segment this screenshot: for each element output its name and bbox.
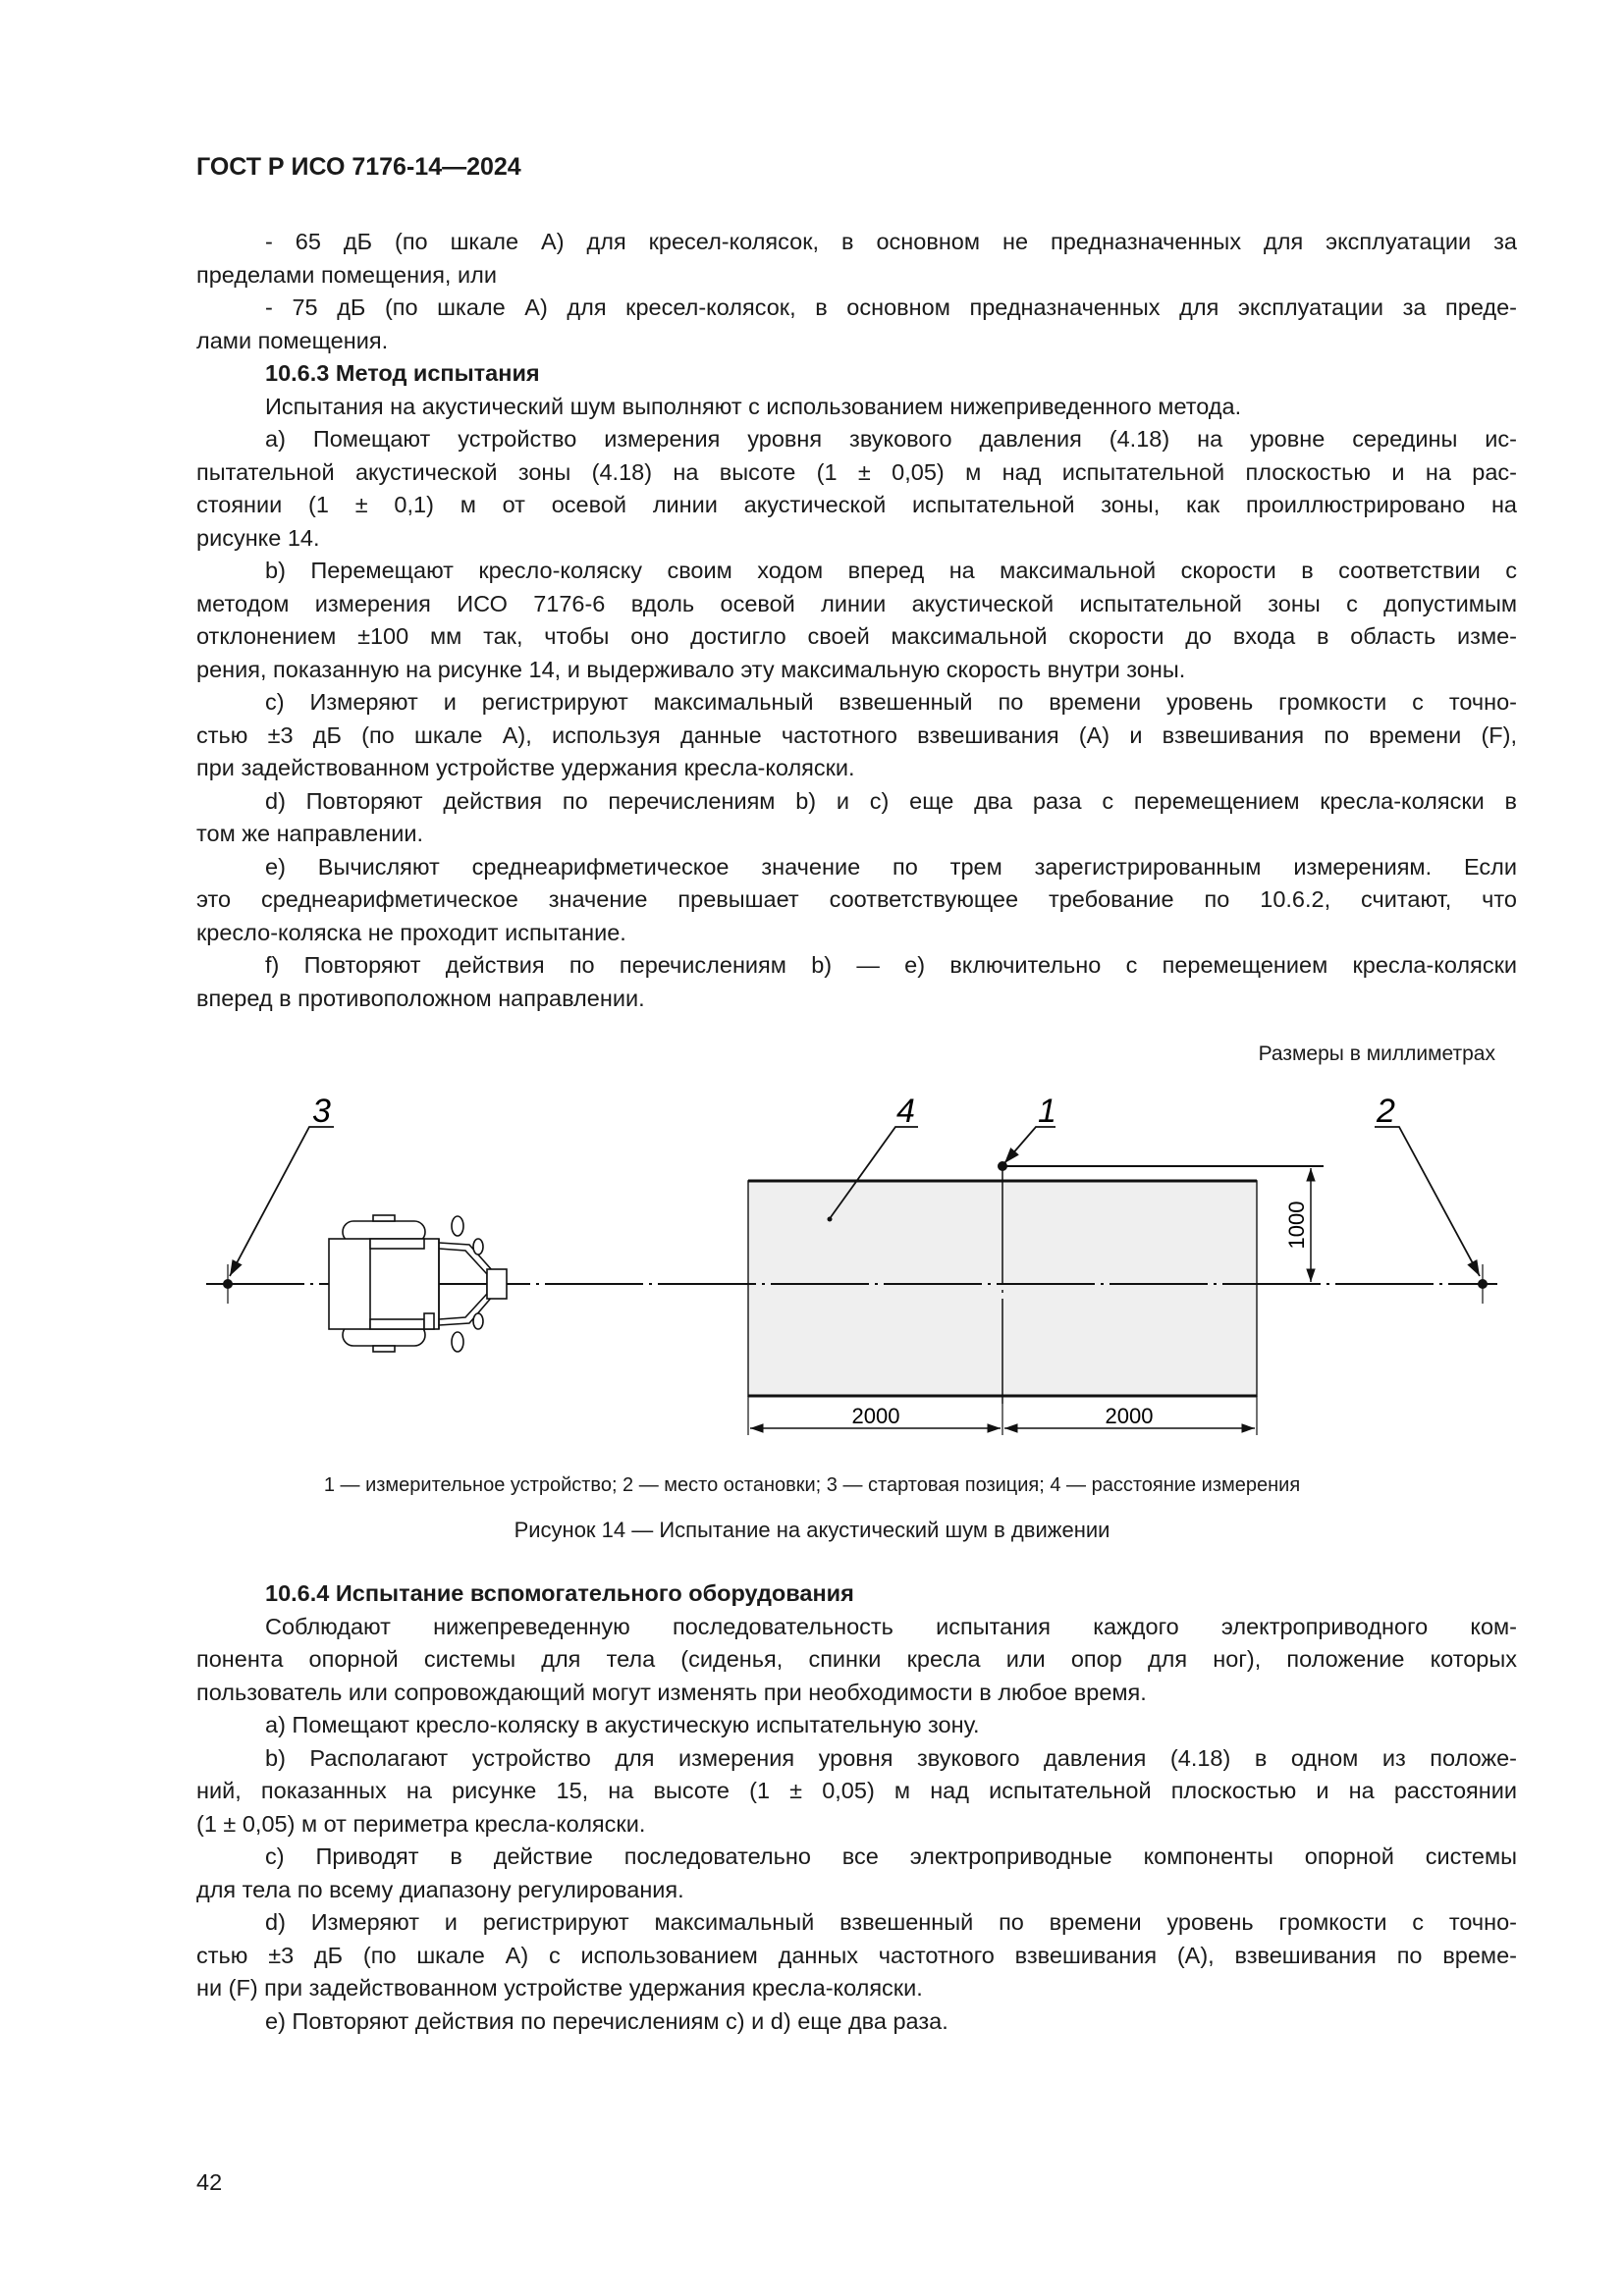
figure-caption: Рисунок 14 — Испытание на акустический шум в движении <box>514 1518 1110 1542</box>
section-heading: 10.6.3 Метод испытания <box>265 360 540 386</box>
page-number: 42 <box>196 2169 223 2195</box>
text-block-auxiliary-equipment <box>196 1577 1517 2038</box>
paragraph-line: b) Располагают устройство для измерения уровня звукового давления (4.18) в одном из положе- <box>265 1744 1517 1771</box>
paragraph-line: при задействованном устройстве удержания кресла-коляски. <box>196 755 855 780</box>
paragraph-line: ний, показанных на рисунке 15, на высоте (1 ± 0,05) м над испытательной плоскостью и на расстоянии <box>196 1778 1517 1803</box>
paragraph-line: стью ±3 дБ (по шкале А), используя данные частотного взвешивания (А) и взвешивания по времени (F), <box>196 721 1517 748</box>
paragraph-line: лами помещения. <box>196 327 389 353</box>
section-heading: 10.6.4 Испытание вспомогательного оборудования <box>265 1580 854 1606</box>
paragraph-line: стоянии (1 ± 0,1) м от осевой линии акустической испытательной зоны, как проиллюстрировано на <box>196 492 1517 517</box>
label-1: 1 <box>1038 1093 1056 1130</box>
paragraph-line: d) Повторяют действия по перечислениям b) и c) еще два раза с перемещением кресла-коляски в <box>265 787 1517 814</box>
paragraph-line: - 75 дБ (по шкале А) для кресел-колясок, в основном предназначенных для эксплуатации за преде- <box>265 294 1517 320</box>
paragraph-line: кресло-коляска не проходит испытание. <box>196 919 626 945</box>
paragraph-line: (1 ± 0,05) м от периметра кресла-коляски. <box>196 1810 646 1837</box>
paragraph-line: пределами помещения, или <box>196 261 497 288</box>
paragraph-line: a) Помещают кресло-коляску в акустическую испытательную зону. <box>265 1712 980 1737</box>
paragraph-line: рения, показанную на рисунке 14, и выдерживало эту максимальную скорость внутри зоны. <box>196 656 1186 682</box>
paragraph-line: d) Измеряют и регистрируют максимальный взвешенный по времени уровень громкости с точно- <box>265 1909 1517 1935</box>
paragraph-line: e) Повторяют действия по перечислениям c) и d) еще два раза. <box>265 2007 948 2034</box>
paragraph-line: f) Повторяют действия по перечислениям b) — e) включительно с перемещением кресла-коляски <box>265 952 1517 978</box>
paragraph-line: том же направлении. <box>196 821 423 846</box>
dim-left-label: 2000 <box>851 1404 900 1428</box>
dim-height-label: 1000 <box>1284 1201 1309 1250</box>
paragraph-line: Испытания на акустический шум выполняют с использованием нижеприведенного метода. <box>265 393 1242 419</box>
paragraph-line: пользователь или сопровождающий могут изменять при необходимости в любое время. <box>196 1679 1147 1705</box>
paragraph-line: вперед в противоположном направлении. <box>196 985 645 1011</box>
label-4: 4 <box>896 1093 915 1130</box>
paragraph-line: c) Измеряют и регистрируют максимальный взвешенный по времени уровень громкости с точно- <box>265 689 1517 715</box>
figure-legend: 1 — измерительное устройство; 2 — место остановки; 3 — стартовая позиция; 4 — расстояние измерения <box>323 1474 1301 1496</box>
label-3: 3 <box>312 1093 331 1130</box>
paragraph-line: b) Перемещают кресло-коляску своим ходом вперед на максимальной скорости в соответствии с <box>265 558 1517 583</box>
paragraph-line: это среднеарифметическое значение превышает соответствующее требование по 10.6.2, считают, что <box>196 886 1517 912</box>
paragraph-line: a) Помещают устройство измерения уровня звукового давления (4.18) на уровне середины ис- <box>265 426 1517 452</box>
paragraph-line: отклонением ±100 мм так, чтобы оно достигло своей максимальной скорости до входа в область изме- <box>196 623 1517 649</box>
label-2: 2 <box>1377 1093 1395 1130</box>
paragraph-line: для тела по всему диапазону регулирования. <box>196 1876 684 1902</box>
paragraph-line: c) Приводят в действие последовательно все электроприводные компоненты опорной системы <box>265 1843 1517 1869</box>
paragraph-line: стью ±3 дБ (по шкале А) с использованием данных частотного взвешивания (А), взвешивания по време- <box>196 1942 1517 1968</box>
dim-right-label: 2000 <box>1105 1404 1154 1428</box>
document-code-header: ГОСТ Р ИСО 7176-14—2024 <box>196 153 521 181</box>
paragraph-line: Соблюдают нижепреведенную последовательность испытания каждого электроприводного ком- <box>265 1613 1517 1639</box>
paragraph-line: рисунке 14. <box>196 524 320 551</box>
paragraph-line: понента опорной системы для тела (сиденья, спинки кресла или опор для ног), положение которых <box>196 1646 1517 1672</box>
paragraph-line: e) Вычисляют среднеарифметическое значение по трем зарегистрированным измерениям. Если <box>265 853 1517 880</box>
paragraph-line: методом измерения ИСО 7176-6 вдоль осевой линии акустической испытательной зоны с допустимым <box>196 590 1517 616</box>
paragraph-line: пытательной акустической зоны (4.18) на высоте (1 ± 0,05) м над испытательной плоскостью и на рас- <box>196 458 1517 485</box>
paragraph-line: ни (F) при задействованном устройстве удержания кресла-коляски. <box>196 1975 923 2001</box>
units-note: Размеры в миллиметрах <box>1258 1042 1495 1065</box>
paragraph-line: - 65 дБ (по шкале А) для кресел-колясок, в основном не предназначенных для эксплуатации за <box>265 229 1517 254</box>
